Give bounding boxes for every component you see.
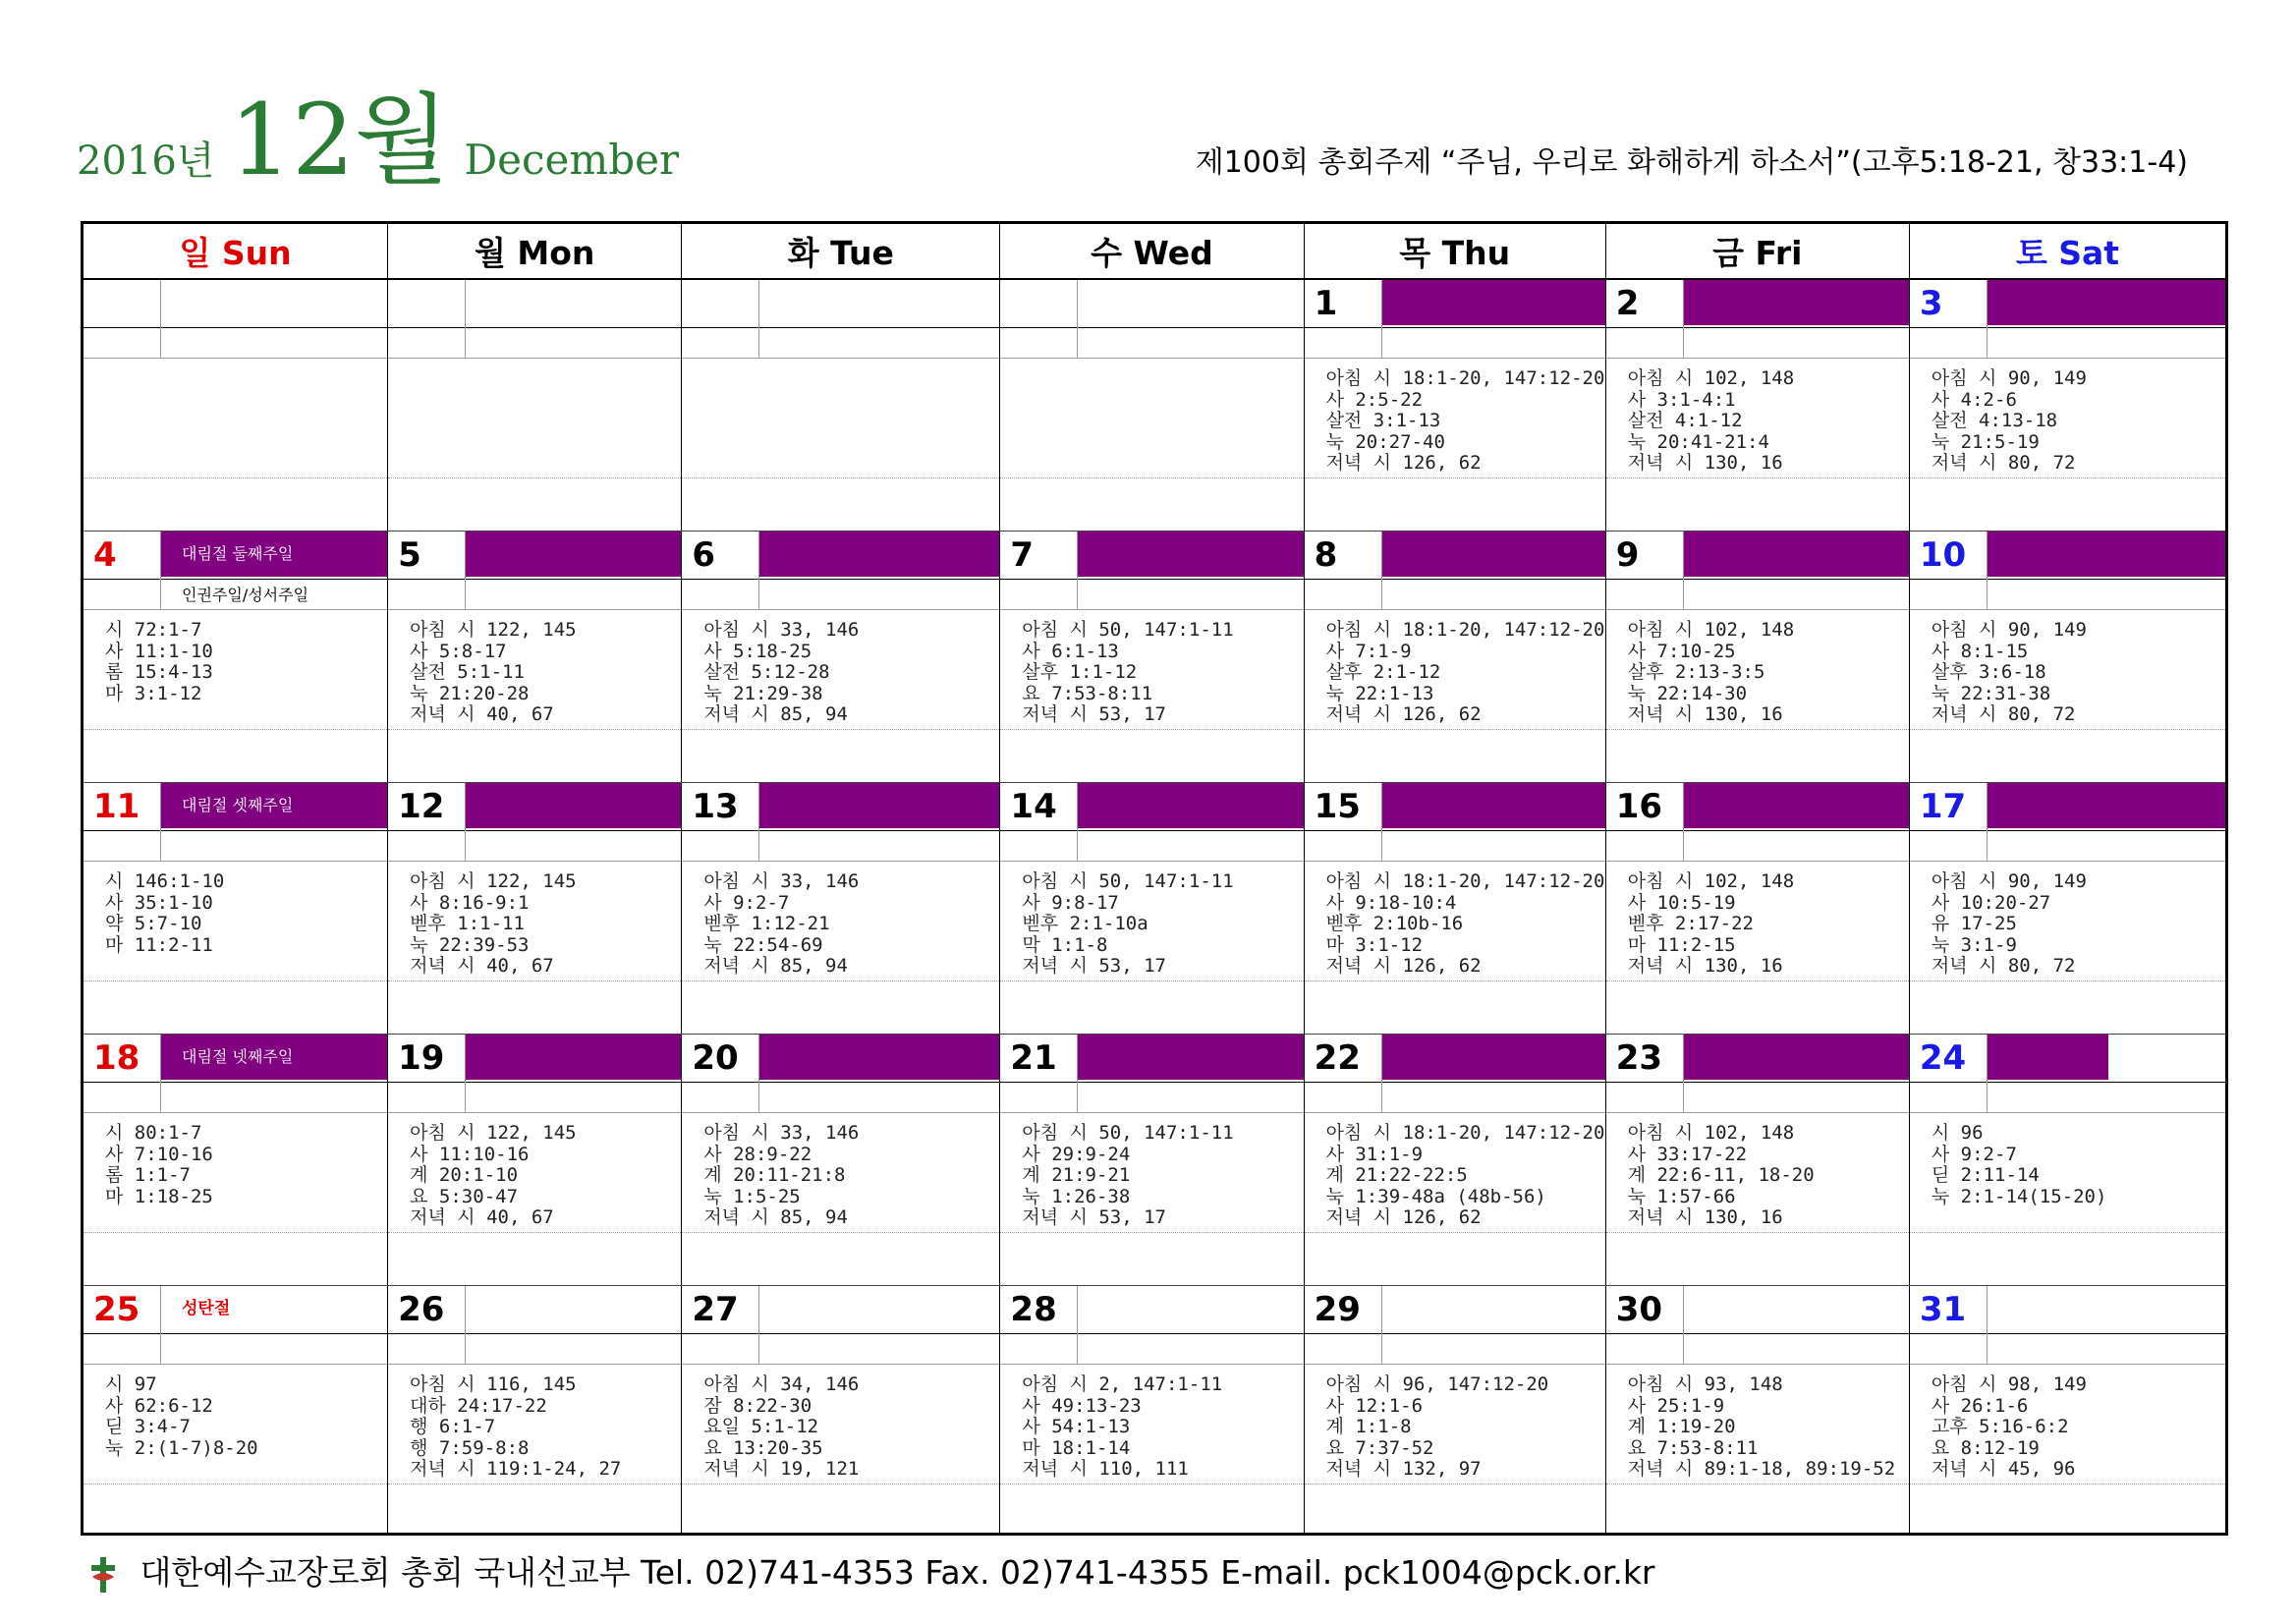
liturgical-color-band	[758, 783, 999, 828]
scripture-readings: 아침 시 18:1-20, 147:12-20 사 9:18-10:4 벧후 2:10b-16 마 3:1-12 저녁 시 126, 62	[1325, 870, 1605, 977]
cell-footer-line	[1000, 1232, 1303, 1233]
day-number: 2	[1615, 284, 1640, 323]
year-label: 2016년	[77, 139, 215, 184]
calendar-title	[77, 61, 679, 202]
day-number: 10	[1919, 535, 1967, 575]
day-cell[interactable]	[1605, 783, 1909, 1034]
cell-footer-line	[1910, 980, 2225, 981]
liturgical-color-band	[1381, 783, 1605, 828]
day-cell[interactable]	[1909, 280, 2225, 531]
day-number: 24	[1919, 1038, 1967, 1078]
cell-footer-line	[388, 1232, 681, 1233]
note-row	[84, 1333, 387, 1365]
day-number: 28	[1010, 1290, 1057, 1329]
note-row	[388, 327, 681, 359]
liturgical-color-band	[1683, 532, 1909, 577]
day-header	[682, 1286, 999, 1334]
liturgical-color-band: 대림절 셋째주일	[160, 783, 387, 828]
cell-footer-line	[1000, 477, 1303, 478]
cell-footer-line	[388, 477, 681, 478]
day-header	[1305, 280, 1605, 328]
note-row	[84, 327, 387, 359]
scripture-readings: 아침 시 96, 147:12-20 사 12:1-6 계 1:1-8 요 7:37-52 저녁 시 132, 97	[1325, 1373, 1549, 1480]
note-row	[388, 1333, 681, 1365]
day-number: 23	[1615, 1038, 1663, 1078]
note-row	[1606, 1082, 1909, 1113]
day-number: 6	[692, 535, 715, 575]
day-cell[interactable]	[1605, 1286, 1909, 1536]
month-label: 12월	[229, 83, 450, 197]
day-header	[1606, 280, 1909, 328]
day-number: 20	[692, 1038, 739, 1078]
note-row	[682, 327, 999, 359]
cell-footer-line	[1606, 477, 1909, 478]
day-cell[interactable]	[1304, 532, 1605, 782]
note-row	[682, 830, 999, 862]
day-cell[interactable]	[681, 783, 999, 1034]
note-row	[388, 1082, 681, 1113]
day-header	[1606, 532, 1909, 580]
scripture-readings: 아침 시 90, 149 사 8:1-15 살후 3:6-18 눅 22:31-38 저녁 시 80, 72	[1931, 619, 2087, 725]
weekday-header-cell: 일 Sun	[179, 234, 292, 272]
cell-footer-line	[1305, 980, 1605, 981]
day-header	[1305, 783, 1605, 831]
day-number: 22	[1314, 1038, 1361, 1078]
note-row	[388, 579, 681, 610]
note-row	[1910, 327, 2225, 359]
day-header	[84, 783, 387, 831]
footer	[88, 1547, 1655, 1595]
week-row	[84, 532, 2225, 783]
scripture-readings: 아침 시 18:1-20, 147:12-20 사 2:5-22 살전 3:1-13 눅 20:27-40 저녁 시 126, 62	[1325, 367, 1605, 474]
day-cell[interactable]	[1605, 280, 1909, 531]
day-cell[interactable]	[387, 1286, 681, 1536]
day-number: 14	[1010, 787, 1057, 826]
holiday-label: 성탄절	[182, 1299, 231, 1318]
day-number: 1	[1314, 284, 1338, 323]
note-row	[1000, 830, 1303, 862]
day-number: 15	[1314, 787, 1361, 826]
day-cell[interactable]	[999, 532, 1303, 782]
week-row	[84, 280, 2225, 532]
day-cell[interactable]	[681, 532, 999, 782]
cell-footer-line	[682, 980, 999, 981]
day-number: 11	[93, 787, 140, 826]
day-header	[1305, 1035, 1605, 1083]
weekday-header-cell: 목 Thu	[1304, 224, 1605, 278]
day-header	[682, 532, 999, 580]
liturgical-color-band	[1683, 280, 1909, 325]
cell-footer-line	[682, 477, 999, 478]
church-logo-icon	[88, 1555, 118, 1595]
day-number: 8	[1314, 535, 1338, 575]
liturgical-color-band	[1381, 532, 1605, 577]
liturgical-color-band	[1077, 1035, 1303, 1080]
scripture-readings: 아침 시 50, 147:1-11 사 9:8-17 벧후 2:1-10a 막 1:1-8 저녁 시 53, 17	[1022, 870, 1234, 977]
month-english-label: December	[464, 136, 680, 184]
day-cell[interactable]	[999, 783, 1303, 1034]
cell-footer-line	[84, 980, 387, 981]
cell-footer-line	[1305, 729, 1605, 730]
cell-footer-line	[1000, 980, 1303, 981]
week-row	[84, 783, 2225, 1035]
sunday-note: 인권주일/성서주일	[182, 586, 309, 604]
cell-footer-line	[1000, 729, 1303, 730]
cell-footer-line	[1305, 477, 1605, 478]
liturgical-color-band	[1077, 783, 1303, 828]
day-number: 13	[692, 787, 739, 826]
liturgical-color-band	[1987, 280, 2225, 325]
note-row	[1000, 1333, 1303, 1365]
week-row	[84, 1286, 2225, 1536]
scripture-readings: 아침 시 116, 145 대하 24:17-22 행 6:1-7 행 7:59-8:8 저녁 시 119:1-24, 27	[410, 1373, 622, 1480]
day-cell[interactable]	[1304, 1286, 1605, 1536]
day-number: 31	[1919, 1290, 1967, 1329]
day-header	[1000, 783, 1303, 831]
cell-footer-line	[1910, 1232, 2225, 1233]
scripture-readings: 아침 시 33, 146 사 9:2-7 벧후 1:12-21 눅 22:54-69 저녁 시 85, 94	[703, 870, 860, 977]
scripture-readings: 아침 시 102, 148 사 10:5-19 벧후 2:17-22 마 11:2-15 저녁 시 130, 16	[1627, 870, 1795, 977]
day-cell[interactable]	[1605, 1035, 1909, 1285]
day-cell[interactable]	[1304, 280, 1605, 531]
day-header	[84, 280, 387, 328]
note-row	[1606, 1333, 1909, 1365]
day-header	[1606, 1286, 1909, 1334]
liturgical-color-band	[465, 783, 681, 828]
day-cell[interactable]	[84, 783, 387, 1034]
cell-footer-line	[388, 980, 681, 981]
scripture-readings: 아침 시 33, 146 사 5:18-25 살전 5:12-28 눅 21:29-38 저녁 시 85, 94	[703, 619, 860, 725]
day-cell[interactable]	[387, 280, 681, 531]
weekday-header-cell: 수 Wed	[999, 224, 1303, 278]
scripture-readings: 아침 시 33, 146 사 28:9-22 계 20:11-21:8 눅 1:5-25 저녁 시 85, 94	[703, 1122, 860, 1228]
liturgical-color-band	[1077, 532, 1303, 577]
note-row	[388, 830, 681, 862]
note-row	[84, 830, 387, 862]
note-row	[1910, 1082, 2225, 1113]
note-row	[1910, 1333, 2225, 1365]
day-number: 12	[398, 787, 445, 826]
day-cell[interactable]	[84, 1035, 387, 1285]
note-row	[1606, 830, 1909, 862]
scripture-readings: 아침 시 50, 147:1-11 사 29:9-24 계 21:9-21 눅 1:26-38 저녁 시 53, 17	[1022, 1122, 1234, 1228]
day-cell[interactable]	[1909, 1035, 2225, 1285]
liturgical-color-band: 대림절 둘째주일	[160, 532, 387, 577]
cell-footer-line	[1305, 1232, 1605, 1233]
scripture-readings: 아침 시 102, 148 사 33:17-22 계 22:6-11, 18-20 눅 1:57-66 저녁 시 130, 16	[1627, 1122, 1815, 1228]
day-number: 29	[1314, 1290, 1361, 1329]
day-cell[interactable]	[681, 1035, 999, 1285]
scripture-readings: 아침 시 90, 149 사 10:20-27 유 17-25 눅 3:1-9 저녁 시 80, 72	[1931, 870, 2087, 977]
note-row	[1910, 830, 2225, 862]
day-header	[1606, 783, 1909, 831]
day-cell[interactable]	[387, 783, 681, 1034]
note-row	[1305, 579, 1605, 610]
day-cell[interactable]	[681, 1286, 999, 1536]
day-cell[interactable]	[999, 280, 1303, 531]
day-cell[interactable]	[999, 1035, 1303, 1285]
day-number: 17	[1919, 787, 1967, 826]
scripture-readings: 아침 시 102, 148 사 3:1-4:1 살전 4:1-12 눅 20:41-21:4 저녁 시 130, 16	[1627, 367, 1795, 474]
day-header	[1000, 280, 1303, 328]
scripture-readings: 아침 시 90, 149 사 4:2-6 살전 4:13-18 눅 21:5-19 저녁 시 80, 72	[1931, 367, 2087, 474]
weekday-header-cell: 토 Sat	[1909, 224, 2225, 278]
day-header	[682, 1035, 999, 1083]
note-row	[1305, 1082, 1605, 1113]
note-row	[682, 1333, 999, 1365]
day-number: 3	[1919, 284, 1943, 323]
cell-footer-line	[84, 729, 387, 730]
scripture-readings: 아침 시 122, 145 사 8:16-9:1 벧후 1:1-11 눅 22:39-53 저녁 시 40, 67	[410, 870, 577, 977]
day-header	[1910, 1286, 2225, 1334]
cell-footer-line	[388, 729, 681, 730]
day-cell[interactable]	[387, 1035, 681, 1285]
cell-footer-line	[1910, 477, 2225, 478]
day-number: 18	[93, 1038, 140, 1078]
day-cell[interactable]	[681, 280, 999, 531]
day-number: 9	[1615, 535, 1640, 575]
footer-contact: 대한예수교장로회 총회 국내선교부 Tel. 02)741-4353 Fax. 02)741-4355 E-mail. pck1004@pck.or.kr	[140, 1553, 1655, 1592]
day-header	[1910, 783, 2225, 831]
day-number: 4	[93, 535, 117, 575]
day-number: 25	[93, 1290, 140, 1329]
day-cell[interactable]	[84, 1286, 387, 1536]
liturgical-color-band	[1683, 1035, 1909, 1080]
day-header	[1305, 1286, 1605, 1334]
scripture-readings: 아침 시 2, 147:1-11 사 49:13-23 사 54:1-13 마 18:1-14 저녁 시 110, 111	[1022, 1373, 1223, 1480]
day-number: 16	[1615, 787, 1663, 826]
day-header	[1000, 1035, 1303, 1083]
day-number: 21	[1010, 1038, 1057, 1078]
note-row	[1606, 327, 1909, 359]
liturgical-color-band	[1987, 532, 2225, 577]
liturgical-color-band	[1683, 783, 1909, 828]
day-cell[interactable]	[999, 1286, 1303, 1536]
day-header	[1910, 280, 2225, 328]
liturgical-color-band	[1381, 280, 1605, 325]
note-row	[1000, 579, 1303, 610]
weekday-header	[84, 224, 2225, 280]
day-header	[1606, 1035, 1909, 1083]
assembly-theme: 제100회 총회주제 “주님, 우리로 화해하게 하소서”(고후5:18-21, 창33:1-4)	[1195, 145, 2188, 180]
scripture-readings: 아침 시 98, 149 사 26:1-6 고후 5:16-6:2 요 8:12-19 저녁 시 45, 96	[1931, 1373, 2087, 1480]
note-row	[1305, 1333, 1605, 1365]
liturgical-color-band	[1987, 783, 2225, 828]
scripture-readings: 아침 시 34, 146 잠 8:22-30 요일 5:1-12 요 13:20-35 저녁 시 19, 121	[703, 1373, 860, 1480]
weekday-header-cell: 월 Mon	[387, 224, 681, 278]
cell-footer-line	[682, 729, 999, 730]
day-header	[388, 1286, 681, 1334]
day-header	[84, 532, 387, 580]
day-number: 26	[398, 1290, 445, 1329]
note-row	[84, 1082, 387, 1113]
cell-footer-line	[84, 1232, 387, 1233]
day-number: 19	[398, 1038, 445, 1078]
day-cell[interactable]	[1909, 1286, 2225, 1536]
liturgical-color-band	[1381, 1035, 1605, 1080]
cell-footer-line	[1606, 729, 1909, 730]
note-row	[1305, 830, 1605, 862]
day-header	[682, 783, 999, 831]
day-header	[1305, 532, 1605, 580]
scripture-readings: 아침 시 50, 147:1-11 사 6:1-13 살후 1:1-12 요 7:53-8:11 저녁 시 53, 17	[1022, 619, 1234, 725]
day-cell[interactable]	[1909, 783, 2225, 1034]
day-header	[388, 532, 681, 580]
day-number: 5	[398, 535, 421, 575]
day-cell[interactable]	[1909, 532, 2225, 782]
scripture-readings: 시 72:1-7 사 11:1-10 롬 15:4-13 마 3:1-12	[105, 619, 213, 704]
note-row	[1606, 579, 1909, 610]
weekday-header-cell: 금 Fri	[1605, 224, 1909, 278]
weekday-header-cell: 화 Tue	[681, 224, 999, 278]
day-cell[interactable]	[84, 532, 387, 782]
calendar-grid	[81, 221, 2228, 1536]
liturgical-color-band	[758, 1035, 999, 1080]
scripture-readings: 아침 시 18:1-20, 147:12-20 사 7:1-9 살후 2:1-12 눅 22:1-13 저녁 시 126, 62	[1325, 619, 1605, 725]
scripture-readings: 아침 시 122, 145 사 11:10-16 계 20:1-10 요 5:30-47 저녁 시 40, 67	[410, 1122, 577, 1228]
day-cell[interactable]	[1304, 783, 1605, 1034]
cell-footer-line	[84, 477, 387, 478]
scripture-readings: 시 96 사 9:2-7 딛 2:11-14 눅 2:1-14(15-20)	[1931, 1122, 2107, 1207]
week-row	[84, 1035, 2225, 1286]
cell-footer-line	[1606, 980, 1909, 981]
scripture-readings: 아침 시 102, 148 사 7:10-25 살후 2:13-3:5 눅 22:14-30 저녁 시 130, 16	[1627, 619, 1795, 725]
note-row	[682, 579, 999, 610]
note-row	[1000, 327, 1303, 359]
scripture-readings: 아침 시 93, 148 사 25:1-9 계 1:19-20 요 7:53-8:11 저녁 시 89:1-18, 89:19-52	[1627, 1373, 1896, 1480]
day-header	[388, 783, 681, 831]
day-number: 30	[1615, 1290, 1663, 1329]
note-row	[1000, 1082, 1303, 1113]
day-header	[388, 1035, 681, 1083]
scripture-readings: 아침 시 122, 145 사 5:8-17 살전 5:1-11 눅 21:20-28 저녁 시 40, 67	[410, 619, 577, 725]
day-header	[1000, 532, 1303, 580]
day-number: 27	[692, 1290, 739, 1329]
day-header	[1910, 532, 2225, 580]
day-header	[388, 280, 681, 328]
liturgical-color-band	[465, 1035, 681, 1080]
day-cell[interactable]	[387, 532, 681, 782]
day-header	[1910, 1035, 2225, 1083]
note-row	[1305, 327, 1605, 359]
day-cell[interactable]	[1304, 1035, 1605, 1285]
day-cell[interactable]	[1605, 532, 1909, 782]
scripture-readings: 아침 시 18:1-20, 147:12-20 사 31:1-9 계 21:22-22:5 눅 1:39-48a (48b-56) 저녁 시 126, 62	[1325, 1122, 1605, 1228]
liturgical-color-band: 대림절 넷째주일	[160, 1035, 387, 1080]
cell-footer-line	[1910, 729, 2225, 730]
day-number: 7	[1010, 535, 1035, 575]
liturgical-color-band	[1987, 1035, 2108, 1080]
note-row	[682, 1082, 999, 1113]
liturgical-color-band	[465, 532, 681, 577]
scripture-readings: 시 146:1-10 사 35:1-10 약 5:7-10 마 11:2-11	[105, 870, 225, 956]
day-cell[interactable]	[84, 280, 387, 531]
note-row	[84, 579, 387, 610]
scripture-readings: 시 97 사 62:6-12 딛 3:4-7 눅 2:(1-7)8-20	[105, 1373, 258, 1459]
scripture-readings: 시 80:1-7 사 7:10-16 롬 1:1-7 마 1:18-25	[105, 1122, 213, 1207]
day-header	[1000, 1286, 1303, 1334]
liturgical-color-band	[758, 532, 999, 577]
cell-footer-line	[682, 1232, 999, 1233]
day-header	[84, 1286, 387, 1334]
cell-footer-line	[1606, 1232, 1909, 1233]
day-header	[84, 1035, 387, 1083]
day-header	[682, 280, 999, 328]
note-row	[1910, 579, 2225, 610]
